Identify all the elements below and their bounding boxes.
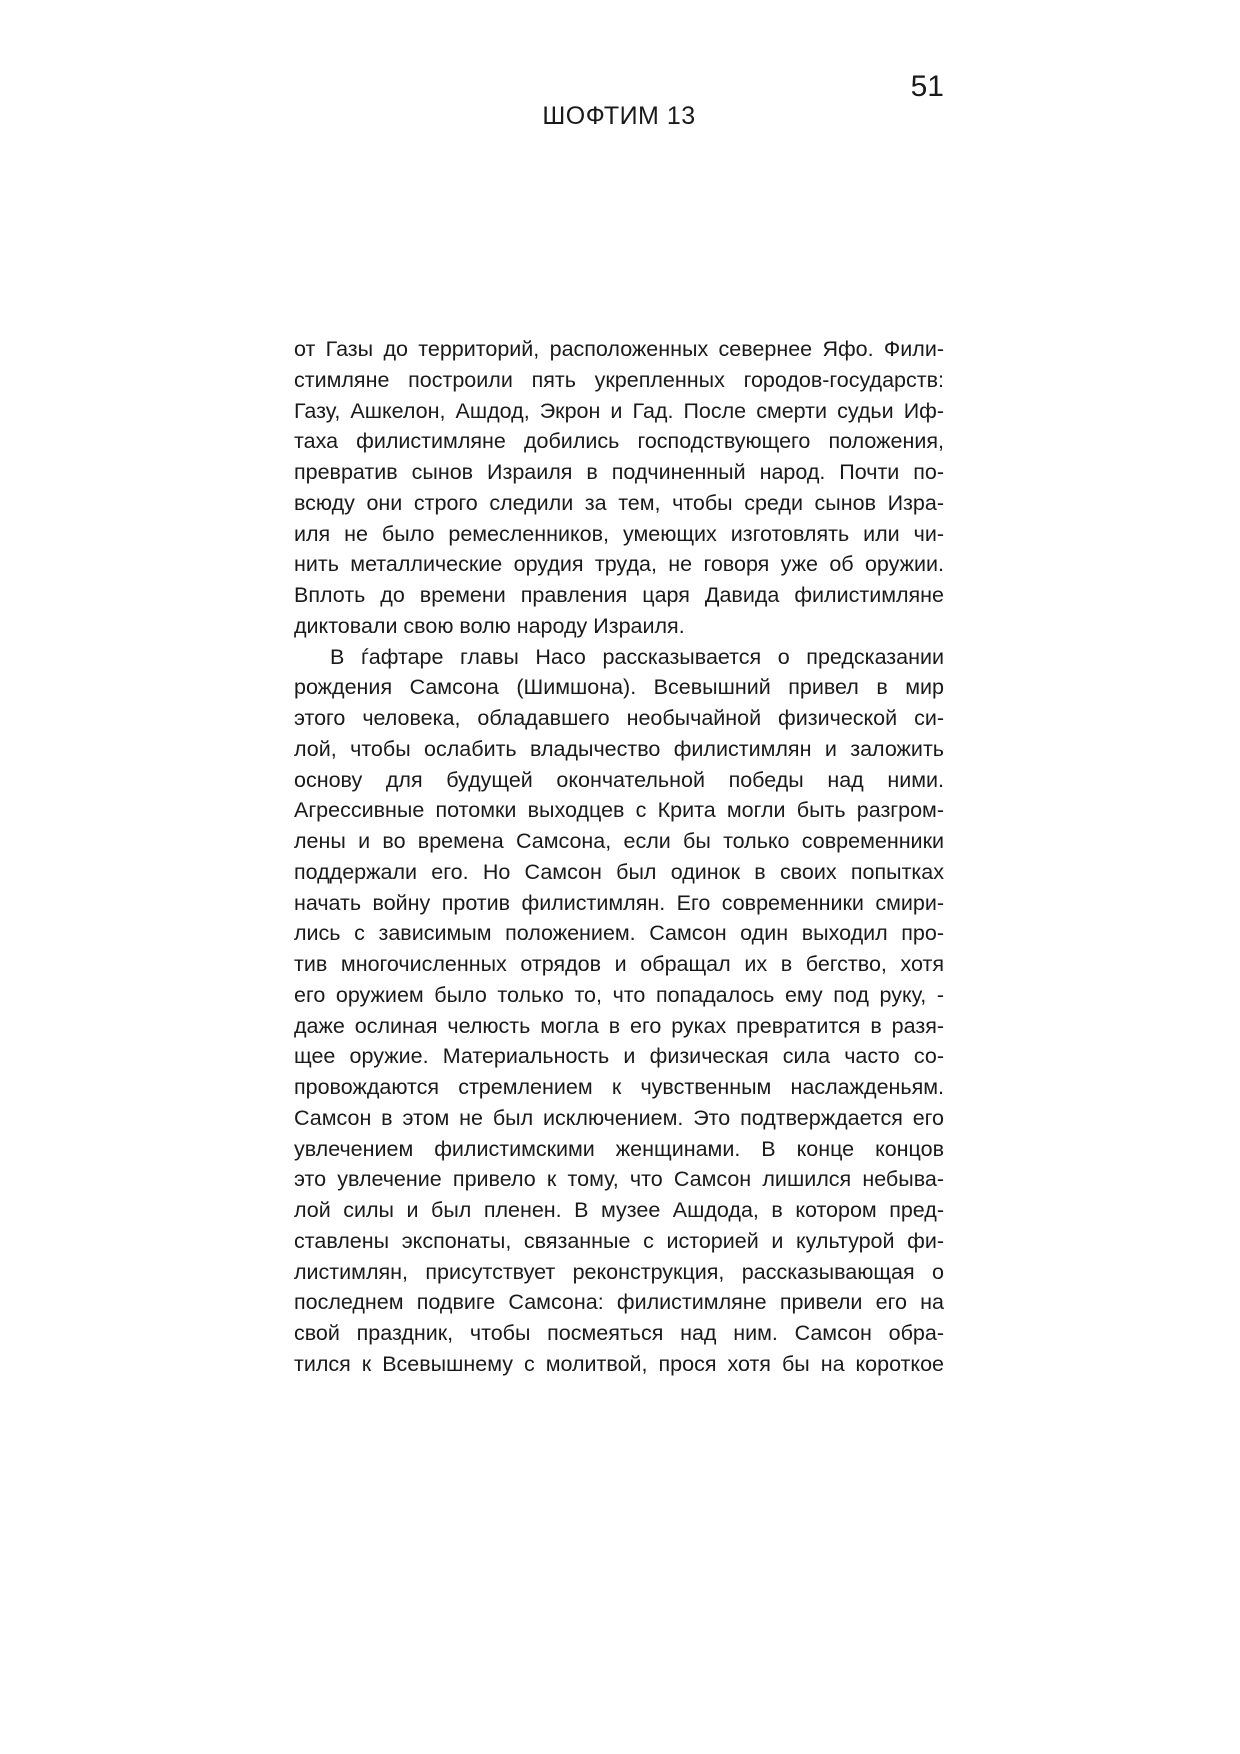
text-line: лой силы и был пленен. В музее Ашдода, в котором пред- <box>294 1198 944 1222</box>
text-line: свой праздник, чтобы посмеяться над ним. Самсон обра- <box>294 1321 944 1345</box>
text-line: нить металлические орудия труда, не говоря уже об оружии. <box>294 552 944 577</box>
text-line: лой, чтобы ослабить владычество филистимлян и заложить <box>294 736 944 761</box>
text-line: диктовали свою волю народу Израиля. <box>294 613 685 638</box>
text-line: провождаются стремлением к чувственным наслажденьям. <box>294 1075 944 1099</box>
text-line: увлечением филистимскими женщинами. В конце концов <box>294 1136 944 1161</box>
text-line: превратив сынов Израиля в подчиненный народ. Почти по- <box>294 460 944 484</box>
text-line: последнем подвиге Самсона: филистимляне привели его на <box>294 1290 944 1315</box>
text-line: Самсон в этом не был исключением. Это подтверждается его <box>294 1105 944 1130</box>
text-line: даже ослиная челюсть могла в его руках превратится в разя- <box>294 1013 944 1038</box>
text-line: Газу, Ашкелон, Ашдод, Экрон и Гад. После смерти судьи Иф- <box>294 398 944 423</box>
text-line: лены и во времена Самсона, если бы только современники <box>294 829 944 853</box>
text-line: листимлян, присутствует реконструкция, рассказывающая о <box>294 1259 944 1284</box>
text-line: тив многочисленных отрядов и обращал их в бегство, хотя <box>294 952 944 976</box>
text-line: это увлечение привело к тому, что Самсон лишился небыва- <box>294 1167 944 1192</box>
text-line: поддержали его. Но Самсон был одинок в своих попытках <box>294 859 944 884</box>
text-line: от Газы до территорий, расположенных севернее Яфо. Фили- <box>294 337 944 361</box>
text-line: Вплоть до времени правления царя Давида филистимляне <box>294 583 944 607</box>
running-header: ШОФТИМ 13 <box>542 102 696 130</box>
text-line: начать войну против филистимлян. Его современники смири- <box>294 890 944 915</box>
text-line: рождения Самсона (Шимшона). Всевышний привел в мир <box>294 675 944 700</box>
text-line: Агрессивные потомки выходцев с Крита могли быть разгром- <box>294 798 944 823</box>
text-line: стимляне построили пять укрепленных городов-государств: <box>294 367 944 392</box>
text-line: основу для будущей окончательной победы над ними. <box>294 767 944 792</box>
body-text <box>294 334 944 1380</box>
text-line: ставлены экспонаты, связанные с историей и культурой фи- <box>294 1228 944 1253</box>
text-line: иля не было ремесленников, умеющих изготовлять или чи- <box>294 521 944 546</box>
text-line: его оружием было только то, что попадалось ему под руку, - <box>294 982 944 1007</box>
paragraph <box>294 334 944 642</box>
page-number: 51 <box>910 70 944 103</box>
text-line: всюду они строго следили за тем, чтобы среди сынов Изра- <box>294 490 944 515</box>
text-line: таха филистимляне добились господствующего положения, <box>294 429 944 454</box>
text-line: В ѓафтаре главы Насо рассказывается о предсказании <box>330 644 944 669</box>
text-line: лись с зависимым положением. Самсон один выходил про- <box>294 921 944 946</box>
text-line: щее оружие. Материальность и физическая сила часто со- <box>294 1044 944 1069</box>
text-line: тился к Всевышнему с молитвой, прося хотя бы на короткое <box>294 1351 944 1376</box>
paragraph <box>294 642 944 1380</box>
text-line: этого человека, обладавшего необычайной физической си- <box>294 706 944 730</box>
